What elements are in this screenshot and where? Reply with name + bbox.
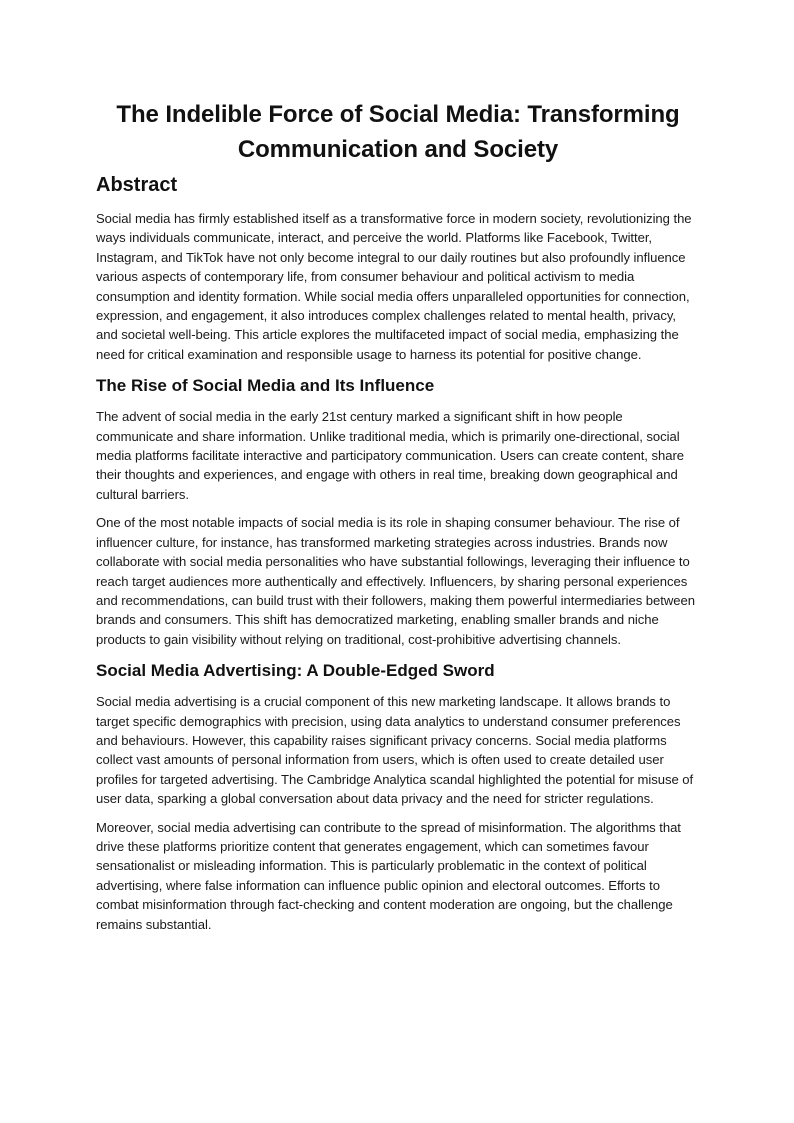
rise-paragraph-2: One of the most notable impacts of social media is its role in shaping consumer behaviour. The rise of influencer culture, for instance, has transformed marketing strategies across industries. Brands now collaborate with social media personalities who have substantial followings, leveraging their influence to reach target audiences more authentically and effectively. Influencers, by sharing personal experiences and recommendations, can build trust with their followers, making them powerful intermediaries between brands and consumers. This shift has democratized marketing, enabling smaller brands and niche products to gain visibility without relying on traditional, cost-prohibitive advertising channels. — [96, 515, 695, 647]
advertising-paragraph-1: Social media advertising is a crucial component of this new marketing landscape. It allows brands to target specific demographics with precision, using data analytics to understand consumer preferences and behaviours. However, this capability raises significant privacy concerns. Social media platforms collect vast amounts of personal information from users, which is often used to create detailed user profiles for targeted advertising. The Cambridge Analytica scandal highlighted the potential for misuse of user data, sparking a global conversation about data privacy and the need for stricter regulations. — [96, 694, 694, 807]
abstract-heading: Abstract — [96, 174, 178, 196]
advertising-heading: Social Media Advertising: A Double-Edged Sword — [96, 661, 495, 681]
rise-paragraph-1: The advent of social media in the early 21st century marked a significant shift in how people communicate and share information. Unlike traditional media, which is primarily one-directional, social media platforms facilitate interactive and participatory communication. Users can create content, share their thoughts and experiences, and engage with others in real time, breaking down geographical and cultural barriers. — [96, 409, 684, 502]
abstract-paragraph: Social media has firmly established itself as a transformative force in modern society, revolutionizing the ways individuals communicate, interact, and perceive the world. Platforms like Facebook, Twitter, Instagram, and TikTok have not only become integral to our daily routines but also profoundly influence various aspects of contemporary life, from consumer behaviour and political activism to media consumption and identity formation. While social media offers unparalleled opportunities for connection, expression, and engagement, it also introduces complex challenges related to mental health, privacy, and societal well-being. This article explores the multifaceted impact of social media, emphasizing the need for critical examination and responsible usage to harness its potential for positive change. — [96, 211, 692, 362]
rise-heading: The Rise of Social Media and Its Influence — [96, 376, 435, 396]
advertising-section — [96, 659, 700, 934]
advertising-paragraph-2: Moreover, social media advertising can contribute to the spread of misinformation. The algorithms that drive these platforms prioritize content that generates engagement, which can sometimes favour sensationalist or misleading information. This is particularly problematic in the context of political advertising, where false information can influence public opinion and electoral outcomes. Efforts to combat misinformation through fact-checking and content moderation are ongoing, but the challenge remains substantial. — [96, 819, 681, 932]
document-title: The Indelible Force of Social Media: Transforming Communication and Society — [116, 101, 680, 163]
rise-section — [96, 374, 700, 649]
abstract-section — [96, 172, 700, 364]
document-body — [96, 97, 700, 943]
